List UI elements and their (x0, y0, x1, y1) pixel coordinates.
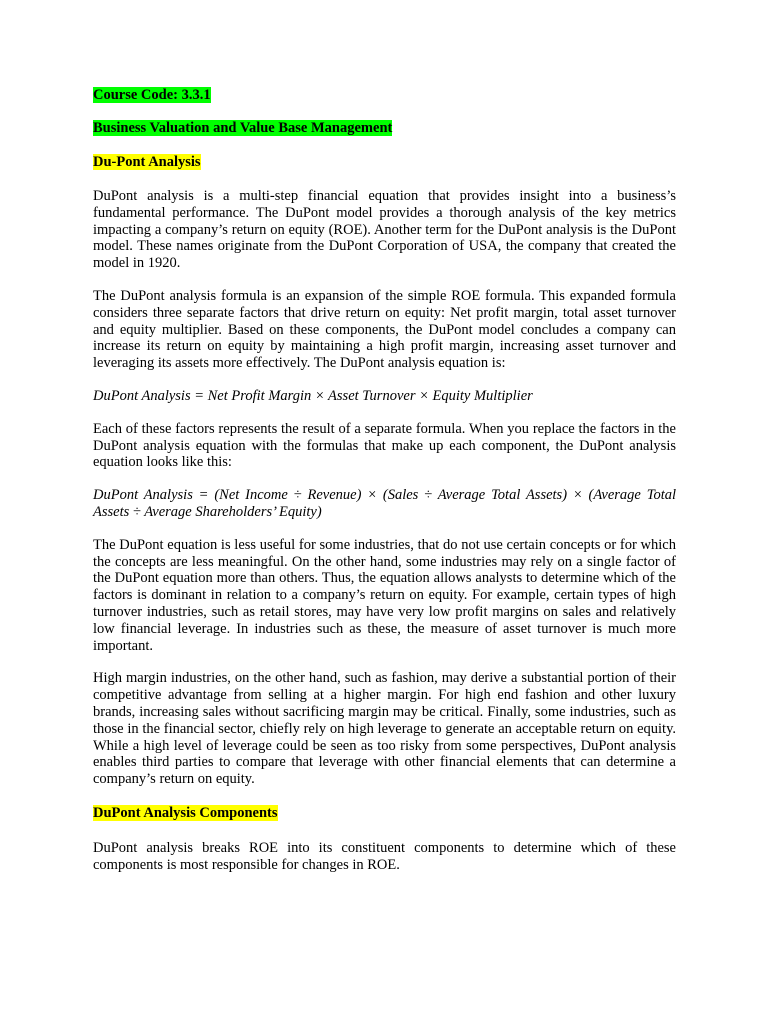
document-page (93, 86, 676, 874)
intro-paragraph: DuPont analysis is a multi-step financial equation that provides insight into a business’s fundamental performance. The DuPont model provides a thorough analysis of the key metrics impacting a company’s return on equity (ROE). Another term for the DuPont analysis is the DuPont model. These names originate from the DuPont Corporation of USA, the company that created the model in 1920. (93, 188, 676, 272)
formula-equation-1: DuPont Analysis = Net Profit Margin × Asset Turnover × Equity Multiplier (93, 387, 533, 404)
components-heading (93, 804, 676, 823)
course-code-text: Course Code: 3.3.1 (93, 87, 211, 103)
components-paragraph: DuPont analysis breaks ROE into its constituent components to determine which of these components is most responsible for changes in ROE. (93, 839, 676, 873)
course-title-heading (93, 119, 676, 138)
factors-paragraph: Each of these factors represents the result of a separate formula. When you replace the factors in the DuPont analysis equation with the formulas that make up each component, the DuPont analysis equation looks like this: (93, 420, 676, 471)
course-title-text: Business Valuation and Value Base Management (93, 120, 393, 136)
section-title-heading (93, 153, 676, 172)
course-code-heading (93, 86, 676, 105)
formula-equation-2: DuPont Analysis = (Net Income ÷ Revenue) × (Sales ÷ Average Total Assets) × (Average Total Assets ÷ Average Shareholders’ Equity) (93, 487, 676, 520)
industries-paragraph: The DuPont equation is less useful for some industries, that do not use certain concepts or for which the concepts are less meaningful. On the other hand, some industries may rely on a single factor of the DuPont equation more than others. Thus, the equation allows analysts to determine which of the factors is dominant in relation to a company’s return on equity. For example, certain types of high turnover industries, such as retail stores, may have very low profit margins on sales and relatively low financial leverage. In industries such as these, the measure of asset turnover is much more important. (93, 536, 676, 654)
section-title-text: Du-Pont Analysis (93, 154, 201, 170)
high-margin-paragraph: High margin industries, on the other hand, such as fashion, may derive a substantial portion of their competitive advantage from selling at a higher margin. For high end fashion and other luxury brands, increasing sales without sacrificing margin may be critical. Finally, some industries, such as those in the financial sector, chiefly rely on high leverage to generate an acceptable return on equity. While a high level of leverage could be seen as too risky from some perspectives, DuPont analysis enables third parties to compare that leverage with other financial elements that can determine a company’s return on equity. (93, 670, 676, 788)
formula-paragraph: The DuPont analysis formula is an expansion of the simple ROE formula. This expanded formula considers three separate factors that drive return on equity: Net profit margin, total asset turnover and equity multiplier. Based on these components, the DuPont model concludes a company can increase its return on equity by maintaining a high profit margin, increasing asset turnover and leveraging its assets more effectively. The DuPont analysis equation is: (93, 287, 676, 372)
components-title-text: DuPont Analysis Components (93, 804, 278, 821)
